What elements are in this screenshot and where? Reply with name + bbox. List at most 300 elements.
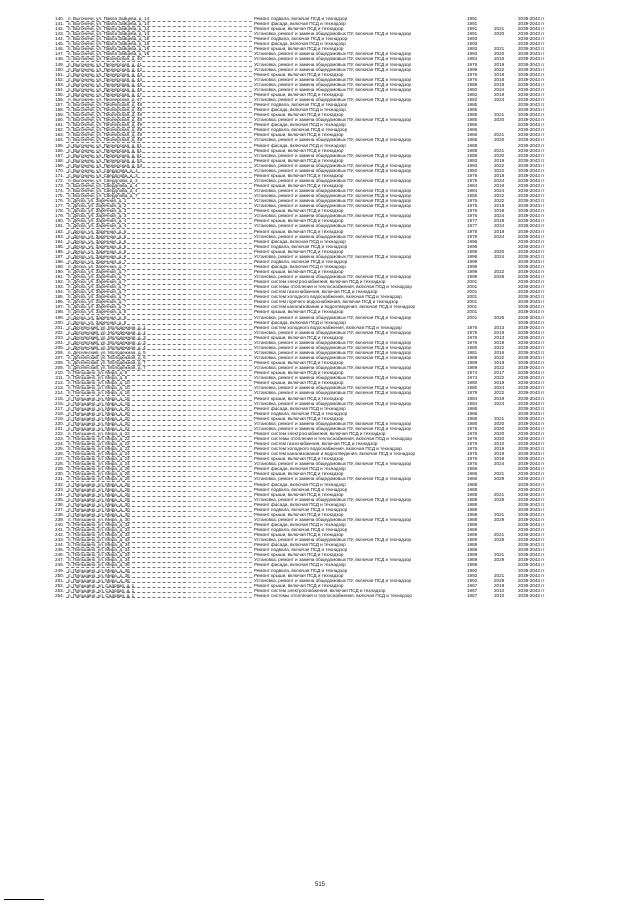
- row-number: 188.: [55, 258, 64, 264]
- address-cell: п. Выгоничи, ул. Свердлова, д. 4: [68, 182, 138, 188]
- work-type-cell: Ремонт подвала, включая ПСД и технадзор: [254, 243, 348, 249]
- year-built-cell: 1984: [467, 395, 478, 401]
- work-type-cell: Ремонт крыши, включая ПСД и технадзор: [254, 572, 344, 578]
- work-type-cell: Установка, ремонт и замена общедомовых ПУ, включая ПСД и технадзор: [254, 390, 412, 396]
- year-built-cell: 1985: [467, 102, 478, 108]
- work-type-cell: Ремонт крыши, включая ПСД и технадзор: [254, 471, 344, 477]
- work-type-cell: Установка, ремонт и замена общедомовых ПУ, включая ПСД и технадзор: [254, 274, 412, 280]
- row-number: 143.: [55, 31, 64, 37]
- last-repair-cell: 2029: [494, 496, 505, 502]
- year-built-cell: 1992: [467, 577, 478, 583]
- work-type-cell: Установка, ремонт и замена общедомовых ПУ, включая ПСД и технадзор: [254, 344, 412, 350]
- row-number: 187.: [55, 253, 64, 259]
- row-number: 181.: [55, 223, 64, 229]
- address-cell: п. Пильшино, ул. Мира, д. 10: [68, 380, 130, 386]
- address-cell: п. Выгоничи, ул. Пионерская, д. 49: [68, 137, 142, 143]
- row-number: 186.: [55, 248, 64, 254]
- planned-period-cell: 2039-2043 гг: [518, 385, 545, 391]
- row-number: 177.: [55, 203, 64, 209]
- address-cell: п. Деска, ул. Заречная, д. 4: [68, 218, 127, 224]
- year-built-cell: 1976: [467, 61, 478, 67]
- planned-period-cell: 2039-2043 гг: [518, 552, 545, 558]
- last-repair-cell: 2019: [494, 395, 505, 401]
- year-built-cell: 1999: [467, 258, 478, 264]
- last-repair-cell: 2020: [494, 425, 505, 431]
- row-number: 200.: [55, 319, 64, 325]
- row-number: 241.: [55, 527, 64, 533]
- row-number: 211.: [55, 375, 64, 381]
- work-type-cell: Ремонт фасада, включая ПСД и технадзор: [254, 319, 346, 325]
- last-repair-cell: 2018: [494, 76, 505, 82]
- work-type-cell: Ремонт крыши, включая ПСД и технадзор: [254, 456, 344, 462]
- address-cell: п. Пильшино, ул. Мира, д. 28: [68, 491, 130, 497]
- year-built-cell: 1982: [467, 91, 478, 97]
- address-cell: п. Пильшино, ул. Мира, д. 34: [68, 542, 130, 548]
- planned-period-cell: 2039-2043 гг: [518, 380, 545, 386]
- planned-period-cell: 2039-2043 гг: [518, 572, 545, 578]
- last-repair-cell: 2019: [494, 208, 505, 214]
- work-type-cell: Установка, ремонт и замена общедомовых ПУ, включая ПСД и технадзор: [254, 355, 412, 361]
- year-built-cell: 1974: [467, 370, 478, 376]
- last-repair-cell: 2010: [494, 592, 505, 598]
- year-built-cell: 1999: [467, 274, 478, 280]
- planned-period-cell: 2039-2043 гг: [518, 400, 545, 406]
- address-cell: п. Выгоничи, ул. Пионерская, д. 51: [68, 152, 142, 158]
- work-type-cell: Установка, ремонт и замена общедомовых ПУ, включая ПСД и технадзор: [254, 233, 412, 239]
- row-number: 210.: [55, 370, 64, 376]
- address-cell: п. Пильшино, ул. Мира, д. 34: [68, 557, 130, 563]
- work-type-cell: Ремонт крыши, включая ПСД и технадзор: [254, 71, 344, 77]
- last-repair-cell: 2024: [494, 253, 505, 259]
- planned-period-cell: 2039-2043 гг: [518, 162, 545, 168]
- planned-period-cell: 2039-2043 гг: [518, 567, 545, 573]
- address-cell: п. Деска, ул. Заречная, д. 7: [68, 284, 127, 290]
- planned-period-cell: 2039-2043 гг: [518, 486, 545, 492]
- work-type-cell: Установка, ремонт и замена общедомовых ПУ, включая ПСД и технадзор: [254, 339, 412, 345]
- planned-period-cell: 2039-2043 гг: [518, 577, 545, 583]
- row-number: 160.: [55, 117, 64, 123]
- row-number: 162.: [55, 127, 64, 133]
- planned-period-cell: 2039-2043 гг: [518, 390, 545, 396]
- year-built-cell: 1984: [467, 188, 478, 194]
- address-cell: п. Пильшино, ул. Мира, д. 32: [68, 537, 130, 543]
- year-built-cell: 1996: [467, 238, 478, 244]
- address-cell: п. Деска, ул. Заречная, д. 5: [68, 228, 127, 234]
- year-built-cell: 1989: [467, 552, 478, 558]
- planned-period-cell: 2039-2043 гг: [518, 182, 545, 188]
- work-type-cell: Установка, ремонт и замена общедомовых ПУ, включая ПСД и технадзор: [254, 223, 412, 229]
- row-number: 175.: [55, 193, 64, 199]
- work-type-cell: Установка, ремонт и замена общедомовых ПУ, включая ПСД и технадзор: [254, 400, 412, 406]
- address-cell: п. Выгоничи, ул. Пионерская, д. 53: [68, 157, 142, 163]
- planned-period-cell: 2039-2043 гг: [518, 208, 545, 214]
- last-repair-cell: 2029: [494, 476, 505, 482]
- work-type-cell: Ремонт систем горячего водоснабжения, включая ПСД и технадзор: [254, 299, 399, 305]
- year-built-cell: 1967: [467, 587, 478, 593]
- year-built-cell: 1986: [467, 471, 478, 477]
- row-number: 249.: [55, 567, 64, 573]
- row-number: 250.: [55, 572, 64, 578]
- year-built-cell: 1950: [467, 167, 478, 173]
- work-type-cell: Ремонт фасада, включая ПСД и технадзор: [254, 542, 346, 548]
- last-repair-cell: 2020: [494, 31, 505, 37]
- row-number: 201.: [55, 324, 64, 330]
- work-type-cell: Установка, ремонт и замена общедомовых ПУ, включая ПСД и технадзор: [254, 117, 412, 123]
- year-built-cell: 2001: [467, 294, 478, 300]
- last-repair-cell: 2022: [494, 162, 505, 168]
- planned-period-cell: 2039-2043 гг: [518, 582, 545, 588]
- address-cell: п. Деска, ул. Заречная, д. 7: [68, 299, 127, 305]
- planned-period-cell: 2039-2043 гг: [518, 203, 545, 209]
- address-cell: п. Деска, ул. Заречная, д. 6: [68, 238, 127, 244]
- work-type-cell: Ремонт фасада, включая ПСД и технадзор: [254, 107, 346, 113]
- address-cell: п. Деска, ул. Заречная, д. 5: [68, 233, 127, 239]
- address-cell: п. Пильшино, ул. Мира, д. 8: [68, 375, 128, 381]
- year-built-cell: 1996: [467, 243, 478, 249]
- last-repair-cell: 2029: [494, 516, 505, 522]
- last-repair-cell: 2018: [494, 71, 505, 77]
- address-cell: п. Выгоничи, ул. Павла Зайцева, д. 14: [68, 16, 150, 21]
- year-built-cell: 1988: [467, 152, 478, 158]
- work-type-cell: Установка, ремонт и замена общедомовых ПУ, включая ПСД и технадзор: [254, 188, 412, 194]
- planned-period-cell: 2039-2043 гг: [518, 557, 545, 563]
- last-repair-cell: 2019: [494, 451, 505, 457]
- work-type-cell: Ремонт крыши, включая ПСД и технадзор: [254, 208, 344, 214]
- planned-period-cell: 2039-2043 гг: [518, 198, 545, 204]
- year-built-cell: 1976: [467, 451, 478, 457]
- work-type-cell: Установка, ремонт и замена общедомовых ПУ, включая ПСД и технадзор: [254, 203, 412, 209]
- row-number: 203.: [55, 334, 64, 340]
- year-built-cell: 1986: [467, 415, 478, 421]
- planned-period-cell: 2039-2043 гг: [518, 471, 545, 477]
- planned-period-cell: 2039-2043 гг: [518, 26, 545, 32]
- planned-period-cell: 2039-2043 гг: [518, 177, 545, 183]
- address-cell: п. Пильшино, ул. Мира, д. 20: [68, 420, 130, 426]
- address-cell: п. Деска, ул. Заречная, д. 1: [68, 198, 127, 204]
- planned-period-cell: 2039-2043 гг: [518, 446, 545, 452]
- last-repair-cell: 2022: [494, 66, 505, 72]
- planned-period-cell: 2039-2043 гг: [518, 334, 545, 340]
- work-type-cell: Установка, ремонт и замена общедомовых ПУ, включая ПСД и технадзор: [254, 152, 412, 158]
- work-type-cell: Ремонт подвала, включая ПСД и технадзор: [254, 410, 348, 416]
- planned-period-cell: 2039-2043 гг: [518, 238, 545, 244]
- address-cell: п. Пильшино, ул. Мира, д. 30: [68, 506, 130, 512]
- last-repair-cell: 2022: [494, 198, 505, 204]
- work-type-cell: Установка, ремонт и замена общедомовых ПУ, включая ПСД и технадзор: [254, 425, 412, 431]
- row-number: 163.: [55, 132, 64, 138]
- year-built-cell: 2001: [467, 279, 478, 285]
- row-number: 248.: [55, 562, 64, 568]
- address-cell: п. Пильшино, ул. Мира, д. 34: [68, 552, 130, 558]
- address-cell: п. Выгоничи, ул. Пионерская, д. 43: [68, 71, 142, 77]
- planned-period-cell: 2039-2043 гг: [518, 375, 545, 381]
- planned-period-cell: 2039-2043 гг: [518, 66, 545, 72]
- row-number: 183.: [55, 233, 64, 239]
- last-repair-cell: 2024: [494, 400, 505, 406]
- planned-period-cell: 2039-2043 гг: [518, 81, 545, 87]
- last-repair-cell: 2013: [494, 334, 505, 340]
- planned-period-cell: 2039-2043 гг: [518, 415, 545, 421]
- year-built-cell: 1986: [467, 410, 478, 416]
- planned-period-cell: 2039-2043 гг: [518, 430, 545, 436]
- year-built-cell: 1974: [467, 375, 478, 381]
- address-cell: п. Пильшино, ул. Мира, д. 28: [68, 496, 130, 502]
- last-repair-cell: 2016: [494, 349, 505, 355]
- work-type-cell: Установка, ремонт и замена общедомовых ПУ, включая ПСД и технадзор: [254, 516, 412, 522]
- address-cell: п. Деснянский, ул. Молодежная, д. 5: [68, 349, 146, 355]
- row-number: 166.: [55, 147, 64, 153]
- planned-period-cell: 2039-2043 гг: [518, 279, 545, 285]
- planned-period-cell: 2039-2043 гг: [518, 233, 545, 239]
- year-built-cell: 1986: [467, 122, 478, 128]
- row-number: 151.: [55, 71, 64, 77]
- row-number: 214.: [55, 390, 64, 396]
- work-type-cell: Ремонт систем холодного водоснабжения, включая ПСД и технадзор: [254, 294, 402, 300]
- planned-period-cell: 2039-2043 гг: [518, 314, 545, 320]
- address-cell: п. Пильшино, ул. Мира, д. 26: [68, 471, 130, 477]
- last-repair-cell: 2020: [494, 430, 505, 436]
- planned-period-cell: 2039-2043 гг: [518, 456, 545, 462]
- work-type-cell: Установка, ремонт и замена общедомовых ПУ, включая ПСД и технадзор: [254, 213, 412, 219]
- year-built-cell: 1988: [467, 147, 478, 153]
- address-cell: п. Выгоничи, ул. Пионерская, д. 40: [68, 56, 142, 62]
- work-type-cell: Установка, ремонт и замена общедомовых ПУ, включая ПСД и технадзор: [254, 253, 412, 259]
- work-type-cell: Установка, ремонт и замена общедомовых ПУ, включая ПСД и технадзор: [254, 537, 412, 543]
- planned-period-cell: 2039-2043 гг: [518, 274, 545, 280]
- year-built-cell: 1976: [467, 208, 478, 214]
- planned-period-cell: 2039-2043 гг: [518, 86, 545, 92]
- year-built-cell: 1976: [467, 177, 478, 183]
- row-number: 195.: [55, 294, 64, 300]
- address-cell: п. Выгоничи, ул. Пионерская, д. 51: [68, 147, 142, 153]
- row-number: 237.: [55, 506, 64, 512]
- planned-period-cell: 2039-2043 гг: [518, 243, 545, 249]
- row-number: 154.: [55, 86, 64, 92]
- last-repair-cell: 2022: [494, 167, 505, 173]
- planned-period-cell: 2039-2043 гг: [518, 147, 545, 153]
- last-repair-cell: 2029: [494, 557, 505, 563]
- work-type-cell: Ремонт фасада, включая ПСД и технадзор: [254, 481, 346, 487]
- row-number: 254.: [55, 592, 64, 598]
- year-built-cell: 1988: [467, 506, 478, 512]
- address-cell: п. Пильшино, ул. Мира, д. 22: [68, 446, 130, 452]
- planned-period-cell: 2039-2043 гг: [518, 188, 545, 194]
- row-number: 174.: [55, 188, 64, 194]
- work-type-cell: Ремонт подвала, включая ПСД и технадзор: [254, 16, 348, 21]
- year-built-cell: 1976: [467, 76, 478, 82]
- last-repair-cell: 2019: [494, 446, 505, 452]
- planned-period-cell: 2039-2043 гг: [518, 117, 545, 123]
- work-type-cell: Ремонт подвала, включая ПСД и технадзор: [254, 567, 348, 573]
- planned-period-cell: 2039-2043 гг: [518, 289, 545, 295]
- planned-period-cell: 2039-2043 гг: [518, 228, 545, 234]
- year-built-cell: 1967: [467, 592, 478, 598]
- work-type-cell: Ремонт подвала, включая ПСД и технадзор: [254, 506, 348, 512]
- planned-period-cell: 2039-2043 гг: [518, 496, 545, 502]
- row-number: 204.: [55, 339, 64, 345]
- work-type-cell: Установка, ремонт и замена общедомовых ПУ, включая ПСД и технадзор: [254, 476, 412, 482]
- work-type-cell: Ремонт подвала, включая ПСД и технадзор: [254, 547, 348, 553]
- row-number: 189.: [55, 263, 64, 269]
- planned-period-cell: 2039-2043 гг: [518, 506, 545, 512]
- work-type-cell: Ремонт подвала, включая ПСД и технадзор: [254, 127, 348, 133]
- last-repair-cell: 2024: [494, 223, 505, 229]
- year-built-cell: 1988: [467, 501, 478, 507]
- planned-period-cell: 2039-2043 гг: [518, 253, 545, 259]
- planned-period-cell: 2039-2043 гг: [518, 410, 545, 416]
- work-type-cell: Ремонт крыши, включая ПСД и технадзор: [254, 370, 344, 376]
- work-type-cell: Установка, ремонт и замена общедомовых ПУ, включая ПСД и технадзор: [254, 66, 412, 72]
- planned-period-cell: 2039-2043 гг: [518, 511, 545, 517]
- address-cell: п. Выгоничи, ул. Павла Зайцева, д. 16: [68, 46, 150, 52]
- row-number: 147.: [55, 51, 64, 57]
- address-cell: п. Деснянский, ул. Молодежная, д. 4: [68, 344, 146, 350]
- address-cell: п. Пильшино, ул. Мира, д. 26: [68, 466, 130, 472]
- last-repair-cell: 2024: [494, 177, 505, 183]
- address-cell: п. Пильшино, ул. Мира, д. 8: [68, 370, 128, 376]
- last-repair-cell: 2024: [494, 96, 505, 102]
- work-type-cell: Ремонт фасада, включая ПСД и технадзор: [254, 466, 346, 472]
- row-number: 239.: [55, 516, 64, 522]
- address-cell: п. Пильшино, ул. Мира, д. 36: [68, 572, 130, 578]
- address-cell: п. Выгоничи, ул. Пионерская, д. 49: [68, 132, 142, 138]
- last-repair-cell: 2019: [494, 182, 505, 188]
- work-type-cell: Ремонт крыши, включая ПСД и технадзор: [254, 172, 344, 178]
- year-built-cell: 1993: [467, 41, 478, 47]
- row-number: 150.: [55, 66, 64, 72]
- work-type-cell: Установка, ремонт и замена общедомовых ПУ, включая ПСД и технадзор: [254, 496, 412, 502]
- year-built-cell: 1976: [467, 430, 478, 436]
- address-cell: п. Пильшино, ул. Мира, д. 22: [68, 430, 130, 436]
- work-type-cell: Установка, ремонт и замена общедомовых ПУ, включая ПСД и технадзор: [254, 461, 412, 467]
- work-type-cell: Ремонт систем электроснабжения, включая ПСД и технадзор: [254, 587, 386, 593]
- work-type-cell: Ремонт систем электроснабжения, включая ПСД и технадзор: [254, 430, 386, 436]
- address-cell: п. Деска, ул. Заречная, д. 4: [68, 223, 127, 229]
- address-cell: п. Деснянский, ул. Молодежная, д. 7: [68, 365, 146, 371]
- last-repair-cell: 2021: [494, 112, 505, 118]
- last-repair-cell: 2022: [494, 193, 505, 199]
- work-type-cell: Ремонт фасада, включая ПСД и технадзор: [254, 41, 346, 47]
- year-built-cell: 1976: [467, 441, 478, 447]
- year-built-cell: 1986: [467, 137, 478, 143]
- last-repair-cell: 2022: [494, 355, 505, 361]
- year-built-cell: 1986: [467, 476, 478, 482]
- row-number: 233.: [55, 486, 64, 492]
- work-type-cell: Ремонт фасада, включая ПСД и технадзор: [254, 21, 346, 27]
- row-number: 185.: [55, 243, 64, 249]
- year-built-cell: 1950: [467, 86, 478, 92]
- last-repair-cell: 2019: [494, 218, 505, 224]
- address-cell: п. Выгоничи, ул. Пионерская, д. 49: [68, 122, 142, 128]
- year-built-cell: 1976: [467, 329, 478, 335]
- last-repair-cell: 2010: [494, 587, 505, 593]
- last-repair-cell: 2021: [494, 46, 505, 52]
- planned-period-cell: 2039-2043 гг: [518, 258, 545, 264]
- planned-period-cell: 2039-2043 гг: [518, 213, 545, 219]
- work-type-cell: Ремонт подвала, включая ПСД и технадзор: [254, 527, 348, 533]
- row-number: 140.: [55, 16, 64, 21]
- year-built-cell: 1984: [467, 182, 478, 188]
- row-number: 184.: [55, 238, 64, 244]
- planned-period-cell: 2039-2043 гг: [518, 167, 545, 173]
- row-number: 199.: [55, 314, 64, 320]
- address-cell: п. Выгоничи, ул. Пионерская, д. 44: [68, 76, 142, 82]
- planned-period-cell: 2039-2043 гг: [518, 587, 545, 593]
- year-built-cell: 1991: [467, 21, 478, 27]
- address-cell: п. Пильшино, ул. Садовая, д. 1: [68, 582, 135, 588]
- row-number: 145.: [55, 41, 64, 47]
- address-cell: п. Пильшино, ул. Мира, д. 24: [68, 456, 130, 462]
- year-built-cell: 1977: [467, 223, 478, 229]
- work-type-cell: Установка, ремонт и замена общедомовых ПУ, включая ПСД и технадзор: [254, 193, 412, 199]
- year-built-cell: 1985: [467, 107, 478, 113]
- work-type-cell: Ремонт подвала, включая ПСД и технадзор: [254, 36, 348, 42]
- year-built-cell: 2001: [467, 289, 478, 295]
- address-cell: п. Пильшино, ул. Мира, д. 18: [68, 400, 130, 406]
- year-built-cell: 1976: [467, 446, 478, 452]
- last-repair-cell: 2020: [494, 152, 505, 158]
- planned-period-cell: 2039-2043 гг: [518, 532, 545, 538]
- planned-period-cell: 2039-2043 гг: [518, 76, 545, 82]
- row-number: 219.: [55, 415, 64, 421]
- year-built-cell: 1986: [467, 132, 478, 138]
- row-number: 205.: [55, 344, 64, 350]
- planned-period-cell: 2039-2043 гг: [518, 451, 545, 457]
- address-cell: п. Деснянский, ул. Молодежная, д. 3: [68, 339, 146, 345]
- row-number: 242.: [55, 532, 64, 538]
- row-number: 146.: [55, 46, 64, 52]
- address-cell: п. Деска, ул. Заречная, д. 7: [68, 304, 127, 310]
- address-cell: п. Выгоничи, ул. Пионерская, д. 42: [68, 66, 142, 72]
- year-built-cell: 2001: [467, 304, 478, 310]
- planned-period-cell: 2039-2043 гг: [518, 319, 545, 325]
- row-number: 223.: [55, 435, 64, 441]
- planned-period-cell: 2039-2043 гг: [518, 36, 545, 42]
- planned-period-cell: 2039-2043 гг: [518, 370, 545, 376]
- row-number: 226.: [55, 451, 64, 457]
- address-cell: п. Деска, ул. Заречная, д. 7: [68, 263, 127, 269]
- year-built-cell: 1978: [467, 233, 478, 239]
- row-number: 190.: [55, 269, 64, 274]
- work-type-cell: Ремонт фасада, включая ПСД и технадзор: [254, 238, 346, 244]
- year-built-cell: 1989: [467, 537, 478, 543]
- address-cell: п. Деска, ул. Заречная, д. 7: [68, 294, 127, 300]
- planned-period-cell: 2039-2043 гг: [518, 405, 545, 411]
- year-built-cell: 1996: [467, 248, 478, 254]
- last-repair-cell: 2021: [494, 132, 505, 138]
- address-cell: п. Пильшино, ул. Мира, д. 32: [68, 527, 130, 533]
- last-repair-cell: 2024: [494, 385, 505, 391]
- planned-period-cell: 2039-2043 гг: [518, 344, 545, 350]
- row-number: 149.: [55, 61, 64, 67]
- work-type-cell: Ремонт крыши, включая ПСД и технадзор: [254, 552, 344, 558]
- work-type-cell: Установка, ремонт и замена общедомовых ПУ, включая ПСД и технадзор: [254, 365, 412, 371]
- last-repair-cell: 2020: [494, 248, 505, 254]
- planned-period-cell: 2039-2043 гг: [518, 592, 545, 598]
- year-built-cell: 1992: [467, 572, 478, 578]
- year-built-cell: 1999: [467, 66, 478, 72]
- address-cell: п. Пильшино, ул. Мира, д. 28: [68, 481, 130, 487]
- row-number: 161.: [55, 122, 64, 128]
- work-type-cell: Установка, ремонт и замена общедомовых ПУ, включая ПСД и технадзор: [254, 198, 412, 204]
- address-cell: п. Выгоничи, ул. Пионерская, д. 48: [68, 117, 142, 123]
- planned-period-cell: 2039-2043 гг: [518, 309, 545, 315]
- year-built-cell: 1976: [467, 339, 478, 345]
- year-built-cell: 1979: [467, 390, 478, 396]
- row-number: 206.: [55, 349, 64, 355]
- last-repair-cell: 2019: [494, 157, 505, 163]
- work-type-cell: Ремонт крыши, включая ПСД и технадзор: [254, 91, 344, 97]
